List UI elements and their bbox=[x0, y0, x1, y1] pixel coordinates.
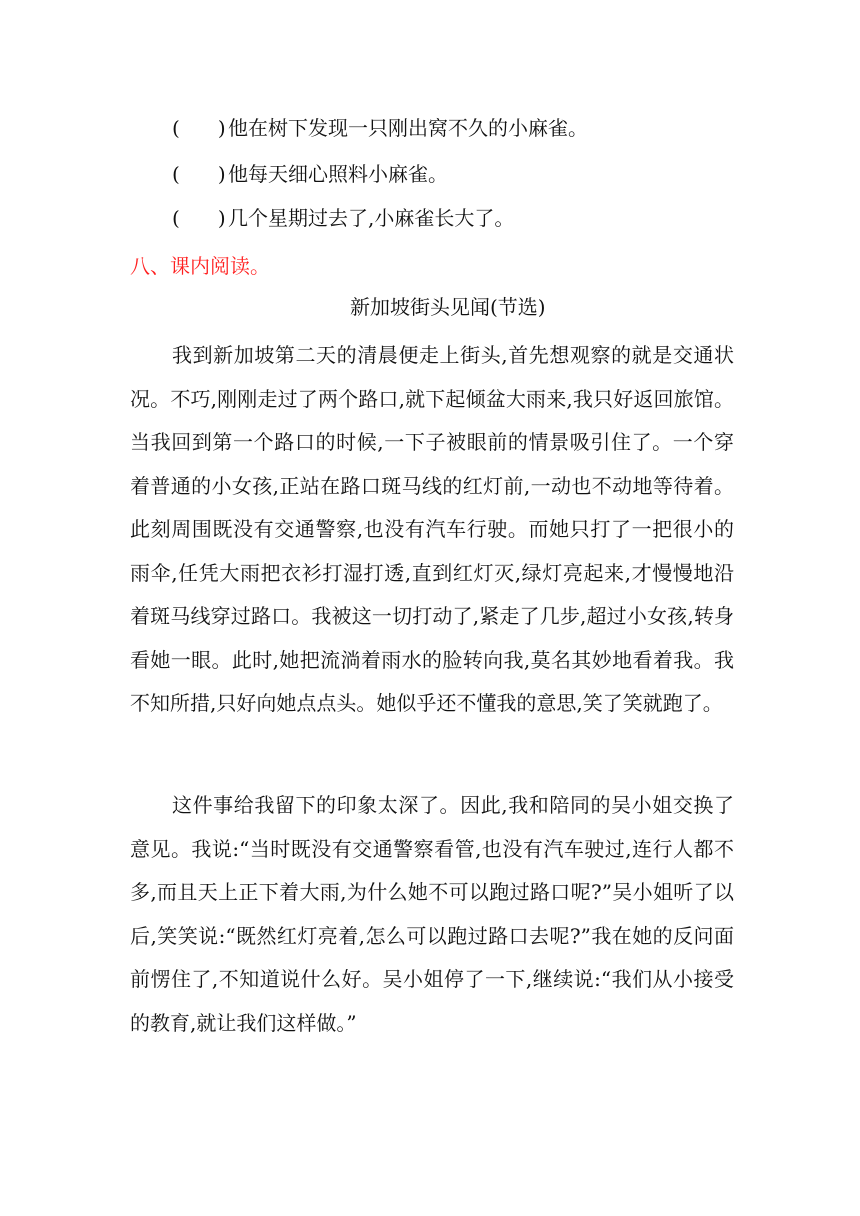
ordering-item bbox=[172, 116, 588, 140]
passage-paragraph: 这件事给我留下的印象太深了。因此,我和陪同的吴小姐交换了意见。我说:“当时既没有交通警察看管,也没有汽车驶过,连行人都不多,而且天上正下着大雨,为什么她不可以跑过路口呢?”吴小姐听了以后,笑笑说:“既然红灯亮着,怎么可以跑过路口去呢?”我在她的反问面前愣住了,不知道说什么好。吴小姐停了一下,继续说:“我们从小接受的教育,就让我们这样做。” bbox=[130, 793, 734, 1035]
ordering-item bbox=[172, 206, 514, 230]
section-heading: 八、课内阅读。 bbox=[130, 254, 270, 278]
passage-paragraph: 我到新加坡第二天的清晨便走上街头,首先想观察的就是交通状况。不巧,刚刚走过了两个路口,就下起倾盆大雨来,我只好返回旅馆。当我回到第一个路口的时候,一下子被眼前的情景吸引住了。一个穿着普通的小女孩,正站在路口斑马线的红灯前,一动也不动地等待着。此刻周围既没有交通警察,也没有汽车行驶。而她只打了一把很小的雨伞,任凭大雨把衣衫打湿打透,直到红灯灭,绿灯亮起来,才慢慢地沿着斑马线穿过路口。我被这一切打动了,紧走了几步,超过小女孩,转身看她一眼。此时,她把流淌着雨水的脸转向我,莫名其妙地看着我。我不知所措,只好向她点点头。她似乎还不懂我的意思,笑了笑就跑了。 bbox=[130, 343, 734, 715]
ordering-item bbox=[172, 162, 448, 186]
answer-blank[interactable]: ( ) bbox=[172, 206, 226, 230]
answer-blank[interactable]: ( ) bbox=[172, 116, 226, 140]
answer-blank[interactable]: ( ) bbox=[172, 162, 226, 186]
ordering-item-text: 几个星期过去了,小麻雀长大了。 bbox=[228, 206, 515, 230]
ordering-item-text: 他在树下发现一只刚出窝不久的小麻雀。 bbox=[228, 116, 588, 140]
passage-title: 新加坡街头见闻(节选) bbox=[350, 295, 546, 319]
ordering-item-text: 他每天细心照料小麻雀。 bbox=[228, 162, 448, 186]
